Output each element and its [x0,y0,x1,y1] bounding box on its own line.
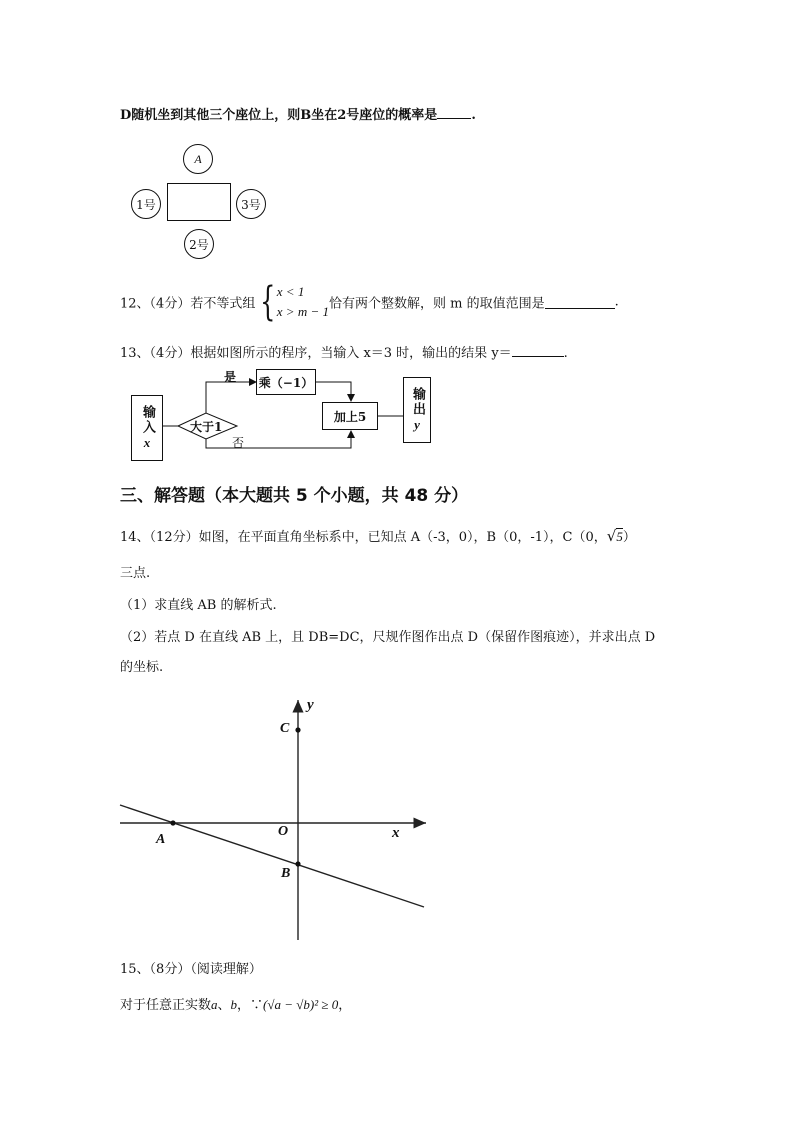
sqrt-symbol: √ [606,527,617,545]
point-b [295,861,300,866]
q11-answer-blank[interactable] [437,106,471,119]
q14-line1-text: 14、（12分）如图，在平面直角坐标系中，已知点 A（-3，0），B（0，-1），C（0， [120,530,607,545]
condition-label: 大于1 [190,420,223,434]
q14-part2a: （2）若点 D 在直线 AB 上，且 DB=DC，尺规作图作出点 D（保留作图痕迹），并求出点 D [120,630,656,645]
seat-table [167,183,231,221]
q15-intro [120,994,351,1013]
q15-intro-text: 对于任意正实数 [120,998,212,1013]
var-b: b [230,997,238,1012]
point-a [170,820,175,825]
brace-symbol: { [260,279,276,325]
q13 [120,342,568,361]
seat-2: 2号 [184,229,214,259]
q11-end: . [471,108,476,123]
output-label: 输出 [410,387,425,417]
input-label: 输入 [140,405,155,435]
no-label: 否 [232,436,245,450]
q15-sep: 、 [217,998,231,1013]
q14-line1 [120,526,636,545]
q15-expr: (√a − √b)² ≥ 0 [263,997,339,1012]
b-label: B [281,866,291,881]
x-axis-label: x [392,825,400,841]
q13-text: 13、（4分）根据如图所示的程序，当输入 x＝3 时，输出的结果 y＝ [120,346,512,361]
input-box [131,395,163,461]
q12-tail: 恰有两个整数解，则 m 的取值范围是 [328,296,545,312]
section-3-title: 三、解答题（本大题共 5 个小题，共 48 分） [120,486,469,506]
multiply-box: 乘（−1） [256,369,316,395]
var-a: a [211,997,218,1012]
line-ab [120,805,424,907]
q11-text [120,104,476,123]
c-label: C [280,721,290,736]
input-var: x [143,435,151,450]
point-c [295,727,300,732]
yes-label: 是 [224,370,237,384]
q15-end: ， [338,998,352,1013]
q12-number: 12、（4分）若不等式组 [120,296,256,312]
inequality-system [255,279,329,325]
q14-line2: 三点. [120,566,151,581]
q11-text-body: D随机坐到其他三个座位上，则B坐在2号座位的概率是 [120,108,438,123]
y-axis-label: y [307,697,314,713]
a-label: A [156,832,166,847]
q14-line1-end: ） [622,530,636,545]
q13-answer-blank[interactable] [512,344,564,357]
q13-end: . [563,346,568,361]
q12 [120,279,619,325]
q15-because: ，∵ [237,998,264,1013]
q14-part1: （1）求直线 AB 的解析式. [120,598,277,613]
sqrt-value: 5 [616,529,623,544]
q12-answer-blank[interactable] [545,296,615,309]
ineq-1: x < 1 [276,284,305,299]
q15-title: 15、（8分）（阅读理解） [120,962,262,977]
graph-svg [110,695,440,945]
q14-part2b: 的坐标. [120,660,164,675]
ineq-2: x > m − 1 [276,304,329,319]
add-box: 加上5 [322,402,378,430]
q12-end: . [614,294,619,310]
seat-3: 3号 [236,189,266,219]
output-var: y [414,417,420,432]
seat-1: 1号 [131,189,161,219]
output-box [403,377,431,443]
origin-label: O [278,824,289,839]
seat-a: A [183,144,213,174]
